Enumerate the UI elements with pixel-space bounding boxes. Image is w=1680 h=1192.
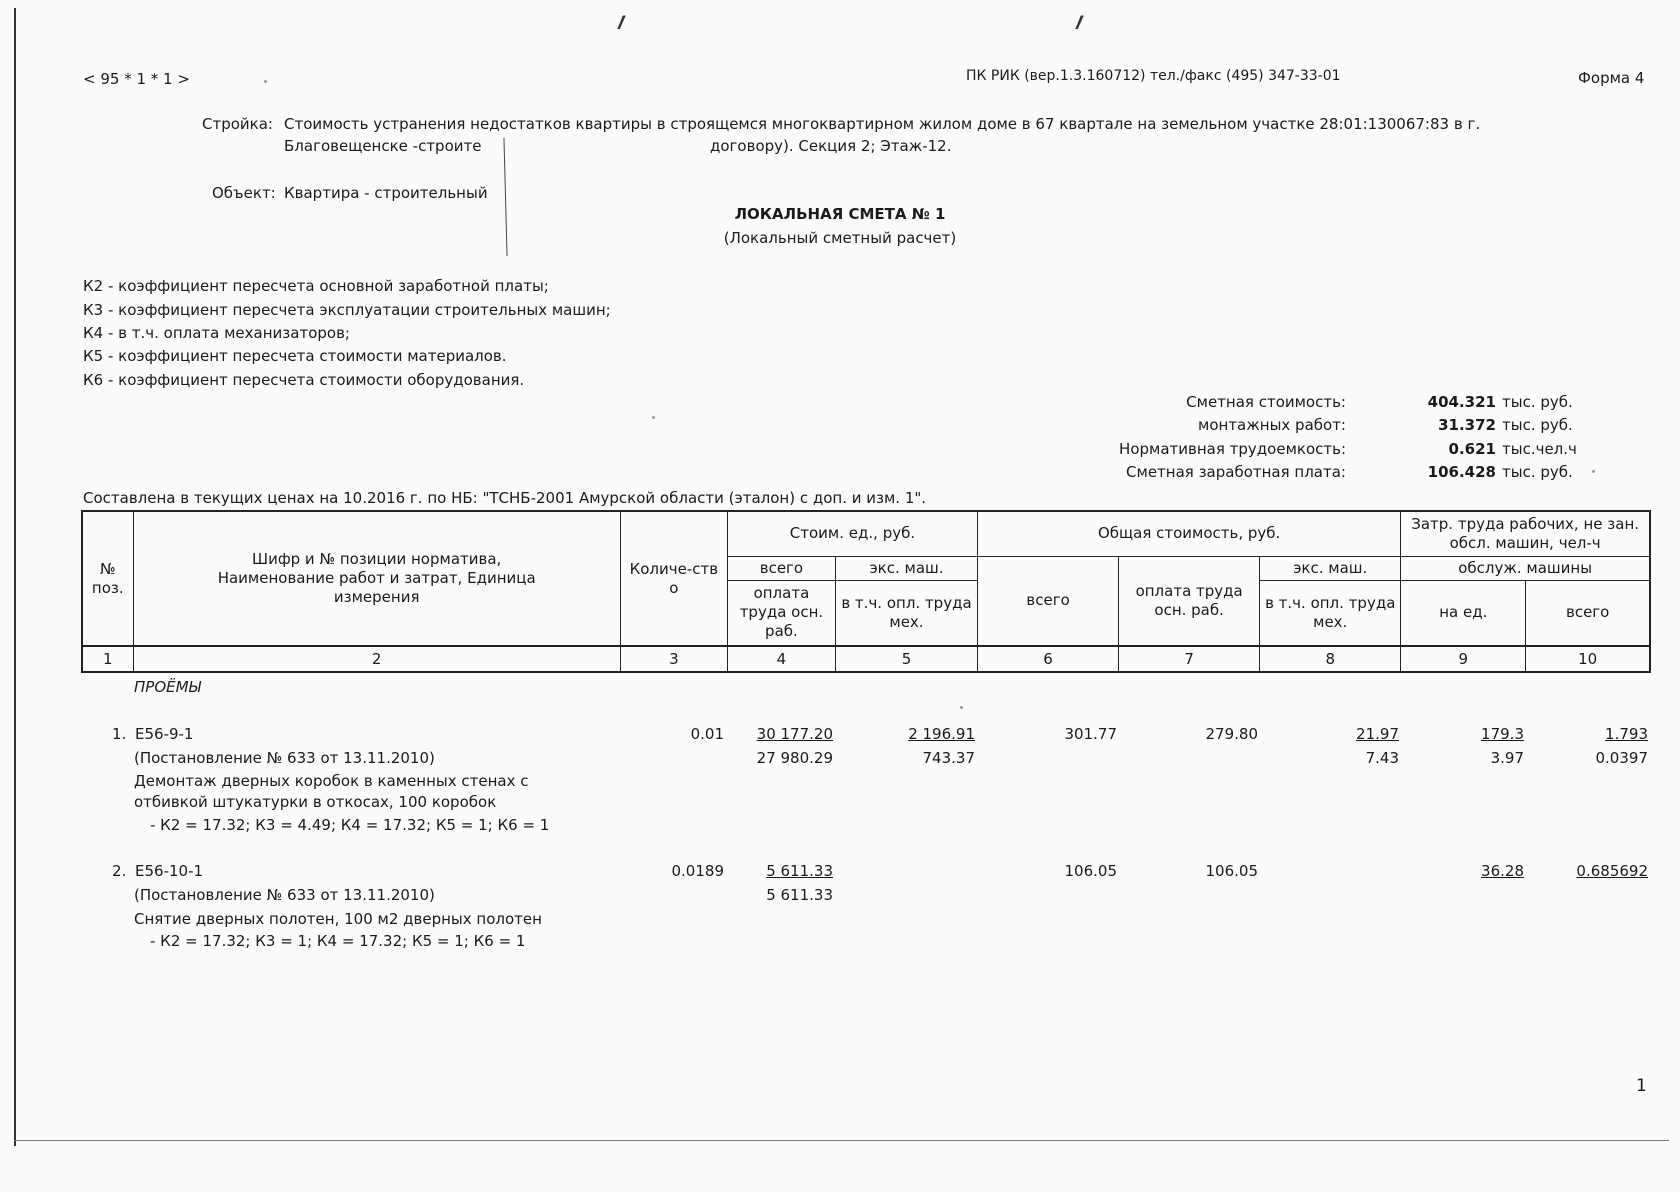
unit-wage-cost: 5 611.33 xyxy=(766,886,833,904)
bottom-margin-line xyxy=(14,1140,1669,1141)
summary-label: Нормативная трудоемкость: xyxy=(1119,440,1346,458)
item-quantity: 0.01 xyxy=(690,725,724,743)
program-info: ПК РИК (вер.1.3.160712) тел./факс (495) 347-33-01 xyxy=(966,68,1341,84)
prices-note: Составлена в текущих ценах на 10.2016 г. по НБ: "ТСНБ-2001 Амурской области (эталон) с доп. и изм. 1". xyxy=(83,489,927,507)
object-value: Квартира - строительный xyxy=(284,184,488,202)
total-cost-header: Общая стоимость, руб. xyxy=(978,511,1401,556)
punch-mark-left: ؍ xyxy=(614,6,630,36)
labor-total-header: всего xyxy=(1526,580,1650,646)
item-decree: (Постановление № 633 от 13.11.2010) xyxy=(134,749,435,767)
labor-total: 0.685692 xyxy=(1576,862,1648,880)
summary-unit: тыс. руб. xyxy=(1502,416,1573,434)
scan-speck xyxy=(264,80,267,83)
unit-wage-header: оплата труда осн. раб. xyxy=(727,580,835,646)
item-coefficients: - К2 = 17.32; К3 = 4.49; К4 = 17.32; К5 = 1; К6 = 1 xyxy=(150,816,550,834)
coefficient-k6: К6 - коэффициент пересчета стоимости оборудования. xyxy=(83,371,525,389)
col-number: 3 xyxy=(620,646,727,672)
object-label: Объект: xyxy=(212,184,276,202)
total-wage: 279.80 xyxy=(1205,725,1258,743)
summary-label: монтажных работ: xyxy=(1198,416,1346,434)
unit-total-header: всего xyxy=(727,556,835,580)
item-description: Демонтаж дверных коробок в каменных стенах с xyxy=(134,772,529,790)
site-label: Стройка: xyxy=(202,115,273,133)
total-cost: 301.77 xyxy=(1064,725,1117,743)
coefficient-k5: К5 - коэффициент пересчета стоимости материалов. xyxy=(83,347,507,365)
item-description: отбивкой штукатурки в откосах, 100 коробок xyxy=(134,793,497,811)
summary-value: 404.321 xyxy=(1427,393,1496,411)
labor-header: Затр. труда рабочих, не зан. обсл. машин, чел-ч xyxy=(1401,511,1650,556)
scan-speck xyxy=(652,416,655,419)
total-mech-header: в т.ч. опл. труда мех. xyxy=(1260,580,1401,646)
unit-wage-cost: 27 980.29 xyxy=(756,749,833,767)
summary-value: 31.372 xyxy=(1438,416,1496,434)
summary-unit: тыс. руб. xyxy=(1502,393,1573,411)
col-number: 6 xyxy=(978,646,1119,672)
left-margin-line xyxy=(14,8,16,1146)
item-decree: (Постановление № 633 от 13.11.2010) xyxy=(134,886,435,904)
col-name-header: Шифр и № позиции норматива, Наименование работ и затрат, Единица измерения xyxy=(133,511,620,646)
col-number: 9 xyxy=(1401,646,1526,672)
labor-per-unit: 36.28 xyxy=(1481,862,1524,880)
labor-total: 1.793 xyxy=(1605,725,1648,743)
col-number: 7 xyxy=(1119,646,1260,672)
page-number: 1 xyxy=(1636,1076,1647,1096)
form-label: Форма 4 xyxy=(1578,69,1645,87)
estimate-subtitle: (Локальный сметный расчет) xyxy=(723,229,957,247)
coefficient-k2: К2 - коэффициент пересчета основной заработной платы; xyxy=(83,277,549,295)
site-line-1: Стоимость устранения недостатков квартиры в строящемся многоквартирном жилом доме в 67 квартале на земельном участке 28:01:130067:83 в г. xyxy=(284,115,1481,133)
document-code: < 95 * 1 * 1 > xyxy=(83,70,190,88)
total-machine-header: экс. маш. xyxy=(1260,556,1401,580)
section-title: ПРОЁМЫ xyxy=(134,678,201,696)
total-mech-wage: 7.43 xyxy=(1365,749,1399,767)
unit-cost-header: Стоим. ед., руб. xyxy=(727,511,977,556)
labor-per-unit-header: на ед. xyxy=(1401,580,1526,646)
scan-speck xyxy=(960,706,963,709)
total-wage-header: оплата труда осн. раб. xyxy=(1119,556,1260,646)
item-quantity: 0.0189 xyxy=(671,862,724,880)
col-number: 8 xyxy=(1260,646,1401,672)
total-cost: 106.05 xyxy=(1064,862,1117,880)
unit-mech-wage: 743.37 xyxy=(922,749,975,767)
col-pos-header: № поз. xyxy=(82,511,133,646)
punch-mark-right: ؍ xyxy=(1072,6,1088,36)
estimate-table-header xyxy=(81,510,1651,673)
col-number: 10 xyxy=(1526,646,1650,672)
unit-total-cost: 30 177.20 xyxy=(756,725,833,743)
site-line-2b: договору). Секция 2; Этаж-12. xyxy=(710,137,952,155)
summary-value: 106.428 xyxy=(1427,463,1496,481)
item-number: 2. xyxy=(112,862,127,880)
summary-unit: тыс.чел.ч xyxy=(1502,440,1577,458)
col-number: 2 xyxy=(133,646,620,672)
unit-mech-header: в т.ч. опл. труда мех. xyxy=(835,580,977,646)
item-code: Е56-10-1 xyxy=(135,862,204,880)
item-number: 1. xyxy=(112,725,127,743)
coefficient-k3: К3 - коэффициент пересчета эксплуатации строительных машин; xyxy=(83,301,611,319)
summary-label: Сметная стоимость: xyxy=(1186,393,1346,411)
summary-label: Сметная заработная плата: xyxy=(1126,463,1346,481)
unit-total-cost: 5 611.33 xyxy=(766,862,833,880)
col-number: 1 xyxy=(82,646,133,672)
col-number: 5 xyxy=(835,646,977,672)
item-coefficients: - К2 = 17.32; К3 = 1; К4 = 17.32; К5 = 1; К6 = 1 xyxy=(150,932,526,950)
col-qty-header: Количе-ств о xyxy=(620,511,727,646)
labor-per-unit: 179.3 xyxy=(1481,725,1524,743)
estimate-title: ЛОКАЛЬНАЯ СМЕТА № 1 xyxy=(734,205,946,223)
vertical-redaction-line xyxy=(503,138,507,256)
item-description: Снятие дверных полотен, 100 м2 дверных полотен xyxy=(134,910,542,928)
unit-machine-header: экс. маш. xyxy=(835,556,977,580)
summary-unit: тыс. руб. xyxy=(1502,463,1573,481)
machine-labor-total: 0.0397 xyxy=(1595,749,1648,767)
total-all-header: всего xyxy=(978,556,1119,646)
coefficient-k4: К4 - в т.ч. оплата механизаторов; xyxy=(83,324,350,342)
scan-speck xyxy=(1592,470,1595,473)
summary-value: 0.621 xyxy=(1448,440,1496,458)
unit-machine-cost: 2 196.91 xyxy=(908,725,975,743)
total-machine-cost: 21.97 xyxy=(1356,725,1399,743)
machine-labor-per-unit: 3.97 xyxy=(1490,749,1524,767)
total-wage: 106.05 xyxy=(1205,862,1258,880)
col-number: 4 xyxy=(727,646,835,672)
item-code: Е56-9-1 xyxy=(135,725,194,743)
service-header: обслуж. машины xyxy=(1401,556,1650,580)
site-line-2a: Благовещенске -строите xyxy=(284,137,482,155)
